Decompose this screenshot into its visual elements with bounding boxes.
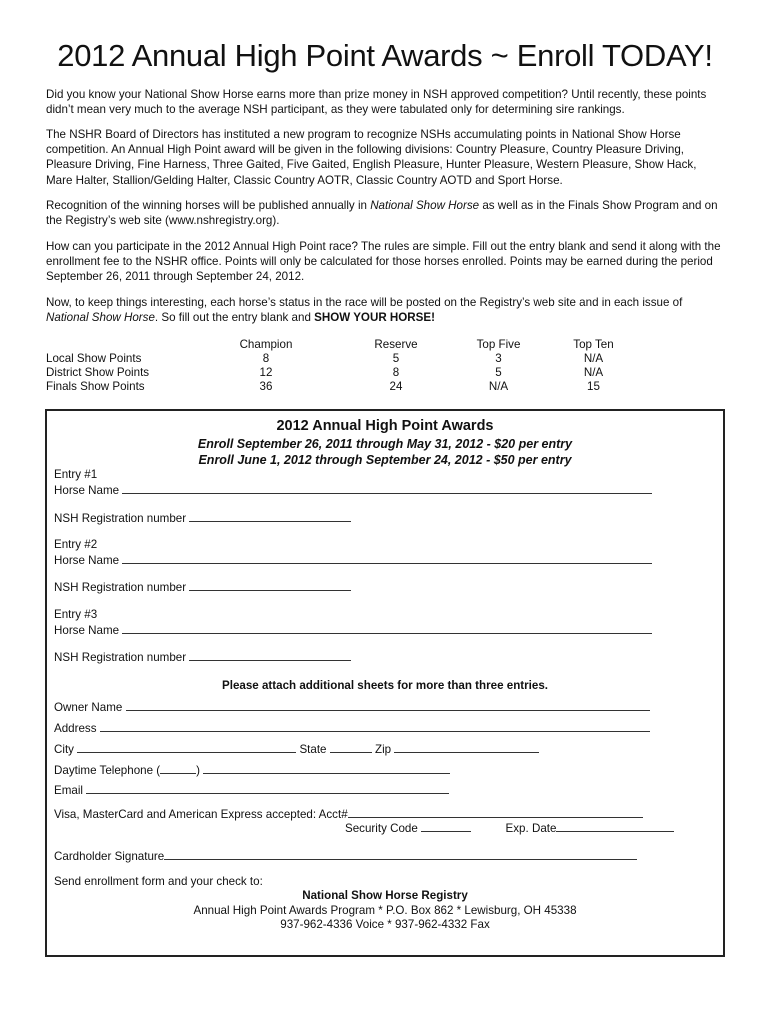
registration-label: NSH Registration number	[54, 651, 187, 664]
table-cell: N/A	[583, 352, 604, 365]
signature-field[interactable]	[164, 848, 637, 860]
account-number-field[interactable]	[348, 806, 643, 818]
city-field[interactable]	[77, 741, 296, 753]
entry-1-label: Entry #1	[54, 468, 98, 481]
enroll-early-rate: Enroll September 26, 2011 through May 31, 2012 - $20 per entry	[197, 437, 573, 451]
org-address: Annual High Point Awards Program * P.O. Box 862 * Lewisburg, OH 45338	[193, 904, 577, 917]
security-code-label: Security Code	[345, 822, 418, 835]
table-cell: 3	[495, 352, 502, 365]
header-reserve: Reserve	[374, 338, 418, 351]
send-instructions: Send enrollment form and your check to:	[54, 875, 263, 888]
phone-paren: )	[196, 764, 200, 777]
table-row	[46, 352, 646, 366]
email-field[interactable]	[86, 782, 449, 794]
table-cell: 12	[259, 366, 273, 379]
table-cell: 36	[259, 380, 273, 393]
entry-3-reg-row	[54, 649, 351, 665]
row-label: Local Show Points	[46, 352, 142, 365]
table-cell: 8	[392, 366, 400, 379]
registration-label: NSH Registration number	[54, 512, 187, 525]
daytime-telephone-label: Daytime Telephone (	[54, 764, 161, 777]
table-cell: 24	[389, 380, 403, 393]
horse-name-label: Horse Name	[54, 484, 120, 497]
security-exp-row	[345, 820, 674, 836]
entry-1-horse-row	[54, 482, 652, 498]
city-state-zip-row	[54, 741, 539, 757]
recognition-paragraph: Recognition of the winning horses will be published annually in National Show Horse as well as in the Finals Show Program and on the Registry’s web site (www.nshregistry.org).	[46, 199, 718, 228]
additional-sheets-note: Please attach additional sheets for more than three entries.	[221, 679, 548, 692]
owner-name-label: Owner Name	[54, 701, 123, 714]
table-cell: N/A	[488, 380, 509, 393]
telephone-field[interactable]	[203, 762, 450, 774]
entry-2-reg-row	[54, 579, 351, 595]
area-code-field[interactable]	[160, 762, 196, 774]
table-cell: N/A	[583, 366, 604, 379]
row-label: District Show Points	[46, 366, 150, 379]
address-row	[54, 720, 650, 736]
points-table	[46, 338, 646, 394]
entry-1-registration-field[interactable]	[189, 510, 351, 522]
signature-row	[54, 848, 637, 864]
address-field[interactable]	[100, 720, 650, 732]
address-label: Address	[54, 722, 97, 735]
exp-date-label: Exp. Date	[505, 822, 557, 835]
enroll-late-rate: Enroll June 1, 2012 through September 24, 2012 - $50 per entry	[198, 453, 572, 467]
entry-1-horse-name-field[interactable]	[122, 482, 652, 494]
registration-label: NSH Registration number	[54, 581, 187, 594]
security-code-field[interactable]	[421, 820, 471, 832]
state-field[interactable]	[330, 741, 372, 753]
page-title: 2012 Annual High Point Awards ~ Enroll TODAY!	[57, 38, 713, 73]
program-paragraph: The NSHR Board of Directors has instituted a new program to recognize NSHs accumulating points in National Show Horse competition. An Annual High Point award will be given in the following divisions: Country Pleasure, Country Pleasure Driving, Pleasure Driving, Fine Harness, Three Gaited, Five Gaited, English Pleasure, Hunter Pleasure, Western Pleasure, Show Hack, Mare Halter, Stallion/Gelding Halter, Classic Country AOTR, Classic Country AOTD and Sport Horse.	[46, 128, 697, 187]
intro-paragraph: Did you know your National Show Horse earns more than prize money in NSH approved competition? Until recently, these points didn’t mean very much to the average NSH participant, as they were tabulated only for determining sire rankings.	[46, 88, 707, 117]
entry-2-label: Entry #2	[54, 538, 98, 551]
email-row	[54, 782, 449, 798]
entry-3-label: Entry #3	[54, 608, 98, 621]
status-paragraph: Now, to keep things interesting, each horse’s status in the race will be posted on the Registry’s web site and in each issue of National Show Horse. So fill out the entry blank and SHOW YOUR HORSE!	[46, 296, 683, 325]
card-accepted-label: Visa, MasterCard and American Express accepted: Acct#	[54, 808, 348, 821]
row-label: Finals Show Points	[46, 380, 145, 393]
table-cell: 5	[495, 366, 502, 379]
horse-name-label: Horse Name	[54, 624, 120, 637]
header-top-five: Top Five	[476, 338, 521, 351]
zip-label: Zip	[374, 743, 392, 756]
header-champion: Champion	[239, 338, 293, 351]
owner-row	[54, 699, 650, 715]
exp-date-field[interactable]	[556, 820, 674, 832]
form-title: 2012 Annual High Point Awards	[276, 418, 494, 434]
cardholder-signature-label: Cardholder Signature	[54, 850, 165, 863]
entry-1-reg-row	[54, 510, 351, 526]
table-row	[46, 366, 646, 380]
entry-3-registration-field[interactable]	[189, 649, 351, 661]
org-name: National Show Horse Registry	[302, 889, 468, 902]
horse-name-label: Horse Name	[54, 554, 120, 567]
table-cell: 15	[587, 380, 600, 393]
table-cell: 5	[392, 352, 400, 365]
table-row	[46, 380, 646, 394]
entry-2-registration-field[interactable]	[189, 579, 351, 591]
entry-3-horse-name-field[interactable]	[122, 622, 652, 634]
state-label: State	[299, 743, 327, 756]
entry-2-horse-name-field[interactable]	[122, 552, 652, 564]
email-label: Email	[54, 784, 83, 797]
participation-paragraph: How can you participate in the 2012 Annual High Point race? The rules are simple. Fill out the entry blank and send it along with the enrollment fee to the NSHR office. Points will only be calculated for those horses enrolled. Points may be earned during the period September 26, 2011 through September 24, 2012.	[46, 240, 721, 284]
org-phone: 937-962-4336 Voice * 937-962-4332 Fax	[280, 918, 490, 931]
zip-field[interactable]	[394, 741, 539, 753]
points-table-header	[46, 338, 646, 352]
city-label: City	[54, 743, 74, 756]
entry-3-horse-row	[54, 622, 652, 638]
phone-row	[54, 762, 450, 778]
entry-2-horse-row	[54, 552, 652, 568]
table-cell: 8	[262, 352, 270, 365]
enrollment-form	[45, 409, 725, 957]
owner-name-field[interactable]	[126, 699, 650, 711]
header-top-ten: Top Ten	[573, 338, 614, 351]
